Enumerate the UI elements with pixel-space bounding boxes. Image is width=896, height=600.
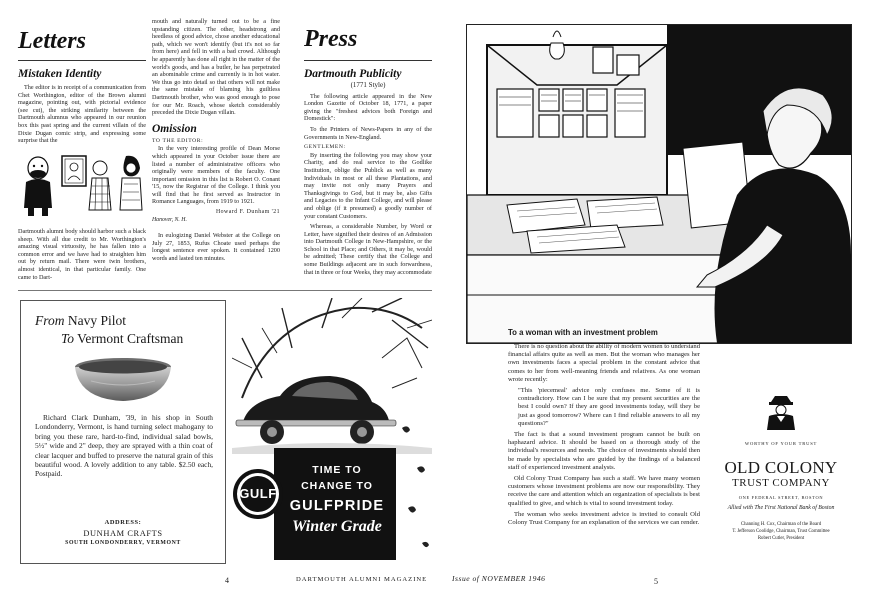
mistaken-identity-continued xyxy=(18,228,146,284)
ad-para-4: The woman who seeks investment advice is invited to consult Old Colony Trust Company for an explanation of the services we can render. xyxy=(508,510,700,527)
cartoon-illustration xyxy=(16,150,148,220)
mistaken-identity-para2: Dartmouth alumni body should harbor such a black sheep. With all due credit to Mr. Worthington's amazing visual virtuosity, he has fallen into a common error and we have had to straighten him out by return mail. There were twin brothers, almost identical, in that particular family. One came to Dart- xyxy=(18,228,146,281)
ad-para-3: Old Colony Trust Company has such a staff. We have many women customers whose investment problems are now our responsibility. They receive the care and attention which an organization of specialists is best qualified to give, and which is vital to sound investment today. xyxy=(508,475,700,507)
press-body-2: Whereas, a considerable Number, by Word or Letter, have signified their desires of an Admission into Dartmouth College in New-Hampshire, or the School in that Place; and Others, it may be, would be admitted; These certify that the College and some Buildings adjacent are in such forwardness, that in three or four Weeks, they may accommodate xyxy=(304,223,432,276)
mistaken-identity-para1: The editor is in receipt of a communication from Chet Worthington, editor of the Brown alumni magazine, pointing out, with pictorial evidence (see cut), the striking similarity between the Dartmouth alumnus who appeared in our reunion box this past spring and the current villain of the Dixie Dugan comic strip, and expressing some surprise that the xyxy=(18,84,146,145)
omission-body: In the very interesting profile of Dean Morse which appeared in your October issue there are listed a number of administrative officers who originally were members of the faculty. One important omission in this list is Robert O. Conant '15, now the Registrar of the College. I think you will find that he first served as Instructor in Romance Languages, from 1919 to 1921. xyxy=(152,145,280,206)
salad-bowl-photo xyxy=(71,355,175,405)
ad-para-1: There is no question about the ability of modern women to understand financial affairs quite as well as men. But the woman who manages her own investments faces a special problem in the constant advice that comes to her from well-meaning friends and relatives. As one woman wrote recently: xyxy=(508,343,700,383)
press-address: To the Printers of News-Papers in any of the Governments in New-England. xyxy=(304,125,432,141)
gulf-line-1: TIME TO xyxy=(312,464,362,476)
press-column xyxy=(304,26,432,53)
right-page-number: 5 xyxy=(654,577,658,586)
gulf-line-3: GULFPRIDE xyxy=(289,498,385,514)
bank-name-line-2: TRUST COMPANY xyxy=(732,477,830,489)
press-heading: Press xyxy=(304,26,358,52)
webster-filler: In eulogizing Daniel Webster at the College on July 27, 1853, Rufus Choate used perhaps the longest sentence ever spoken. It contained 1200 words and lasted ten minutes. xyxy=(152,232,280,263)
woman-at-desk-illustration xyxy=(466,24,852,344)
ad-para-2: The fact is that a sound investment program cannot be built on haphazard advice. It should be based on a thorough study of the individual's resources and needs. The choice of investments should then be made by specialists who are guided by the findings of a balanced staff of experienced investment analysts. xyxy=(508,431,700,471)
letters-column-2 xyxy=(152,18,280,266)
gulf-ad xyxy=(232,298,432,564)
craft-ad-body: Richard Clark Dunham, '39, in his shop in South Londonderry, Vermont, is hand turning select mahogany to bring you these rare, hard-to-find, individual salad bowls, 5½" wide and 2" deep, they are sprayed with a thin coat of clear lacquer and buffed to preserve the natural grain of this beautiful wood. A lovely addition to any table. $2.50 each, Postpaid. xyxy=(35,413,213,479)
press-salutation: GENTLEMEN: xyxy=(304,144,346,151)
letters-heading: Letters xyxy=(18,28,86,54)
gulf-line-4: Winter Grade xyxy=(292,518,382,535)
pilgrim-emblem-icon xyxy=(763,392,799,432)
bank-officer-3: Robert Cutler, President xyxy=(757,536,805,541)
craft-ad-address-label: ADDRESS: xyxy=(104,519,142,526)
press-body-1: By inserting the following you may show your Charity, and do real service to the Godlike Institution, oblige the Publick as well as many Individuals in most or all these Plantations, and may invite not only many Prayers and Thanksgivings to God, but it may be, also Gifts and Legacies to the Infant College, and will please and oblige (if it presumed) a goodly number of your constant Customers. xyxy=(304,151,432,220)
press-intro: The following article appeared in the New London Gazette of October 18, 1771, a paper giving the "freshest advices both Foreign and Domestick": xyxy=(304,92,432,123)
gulf-line-2: CHANGE TO xyxy=(301,480,373,492)
left-page-number: 4 xyxy=(225,576,229,585)
bank-street: ONE FEDERAL STREET, BOSTON xyxy=(738,495,824,500)
old-colony-logo-block xyxy=(706,392,856,542)
omission-title: Omission xyxy=(152,122,197,135)
footer-magazine: DARTMOUTH ALUMNI MAGAZINE xyxy=(296,576,428,583)
footer-issue: Issue of NOVEMBER 1946 xyxy=(452,574,546,583)
craft-ad-headline-2: To Vermont Craftsman xyxy=(61,331,184,346)
ad-copy xyxy=(508,328,700,530)
ad-quote: "This 'piecemeal' advice only confuses me. Some of it is contradictory. How can I be sure that my present securities are the best I could own? If they are good investments today, will they be just as good tomorrow? Where can I find reliable answers to all my questions?" xyxy=(518,387,700,427)
bank-allied: Allied with The First National Bank of Boston xyxy=(727,505,835,511)
bank-name-line-1: OLD COLONY xyxy=(724,458,838,477)
bank-officer-1: Channing H. Cox, Chairman of the Board xyxy=(740,522,822,527)
bank-motto: WORTHY OF YOUR TRUST xyxy=(744,441,818,446)
mistaken-identity-article xyxy=(18,68,146,148)
omission-location: Hanover, N. H. xyxy=(152,216,187,223)
mistaken-identity-title: Mistaken Identity xyxy=(18,68,102,80)
omission-salutation: TO THE EDITOR: xyxy=(152,137,204,144)
craft-ad-address-block xyxy=(21,519,225,546)
dartmouth-publicity-subtitle: (1771 Style) xyxy=(350,81,386,89)
craft-ad-company: DUNHAM CRAFTS xyxy=(83,529,163,538)
gulf-logo: GULF xyxy=(239,486,277,501)
dartmouth-publicity-article xyxy=(304,68,432,279)
craft-ad-town: SOUTH LONDONDERRY, VERMONT xyxy=(65,540,181,546)
letters-column-1 xyxy=(18,28,146,55)
bank-officer-2: T. Jefferson Coolidge, Chairman, Trust Committee xyxy=(732,529,830,534)
dartmouth-publicity-title: Dartmouth Publicity xyxy=(304,68,402,80)
letters-col2-continuation: mouth and naturally turned out to be a fine upstanding citizen. The other, headstrong and heedless of good advice, chose another educational path, which we won't identify (but it's not so far from here) and fell in with a bad crowd. Although he apparently has done all right in the matter of the world's goods, and has a butler, he has perpetrated an abominable crime and currently is in hot water. We thus go into detail so that others will not make the same mistake of blaming his guiltless Dartmouth brother, who was good enough to pose for our Mr. Roach, whose sketch considerably preceded the Dixie Dugan villain. xyxy=(152,18,280,117)
dunham-crafts-ad xyxy=(20,300,226,564)
ad-heading: To a woman with an investment problem xyxy=(508,328,658,337)
craft-ad-headline-1: From Navy Pilot xyxy=(35,313,127,328)
omission-signature: Howard F. Dunham '21 xyxy=(215,209,280,216)
